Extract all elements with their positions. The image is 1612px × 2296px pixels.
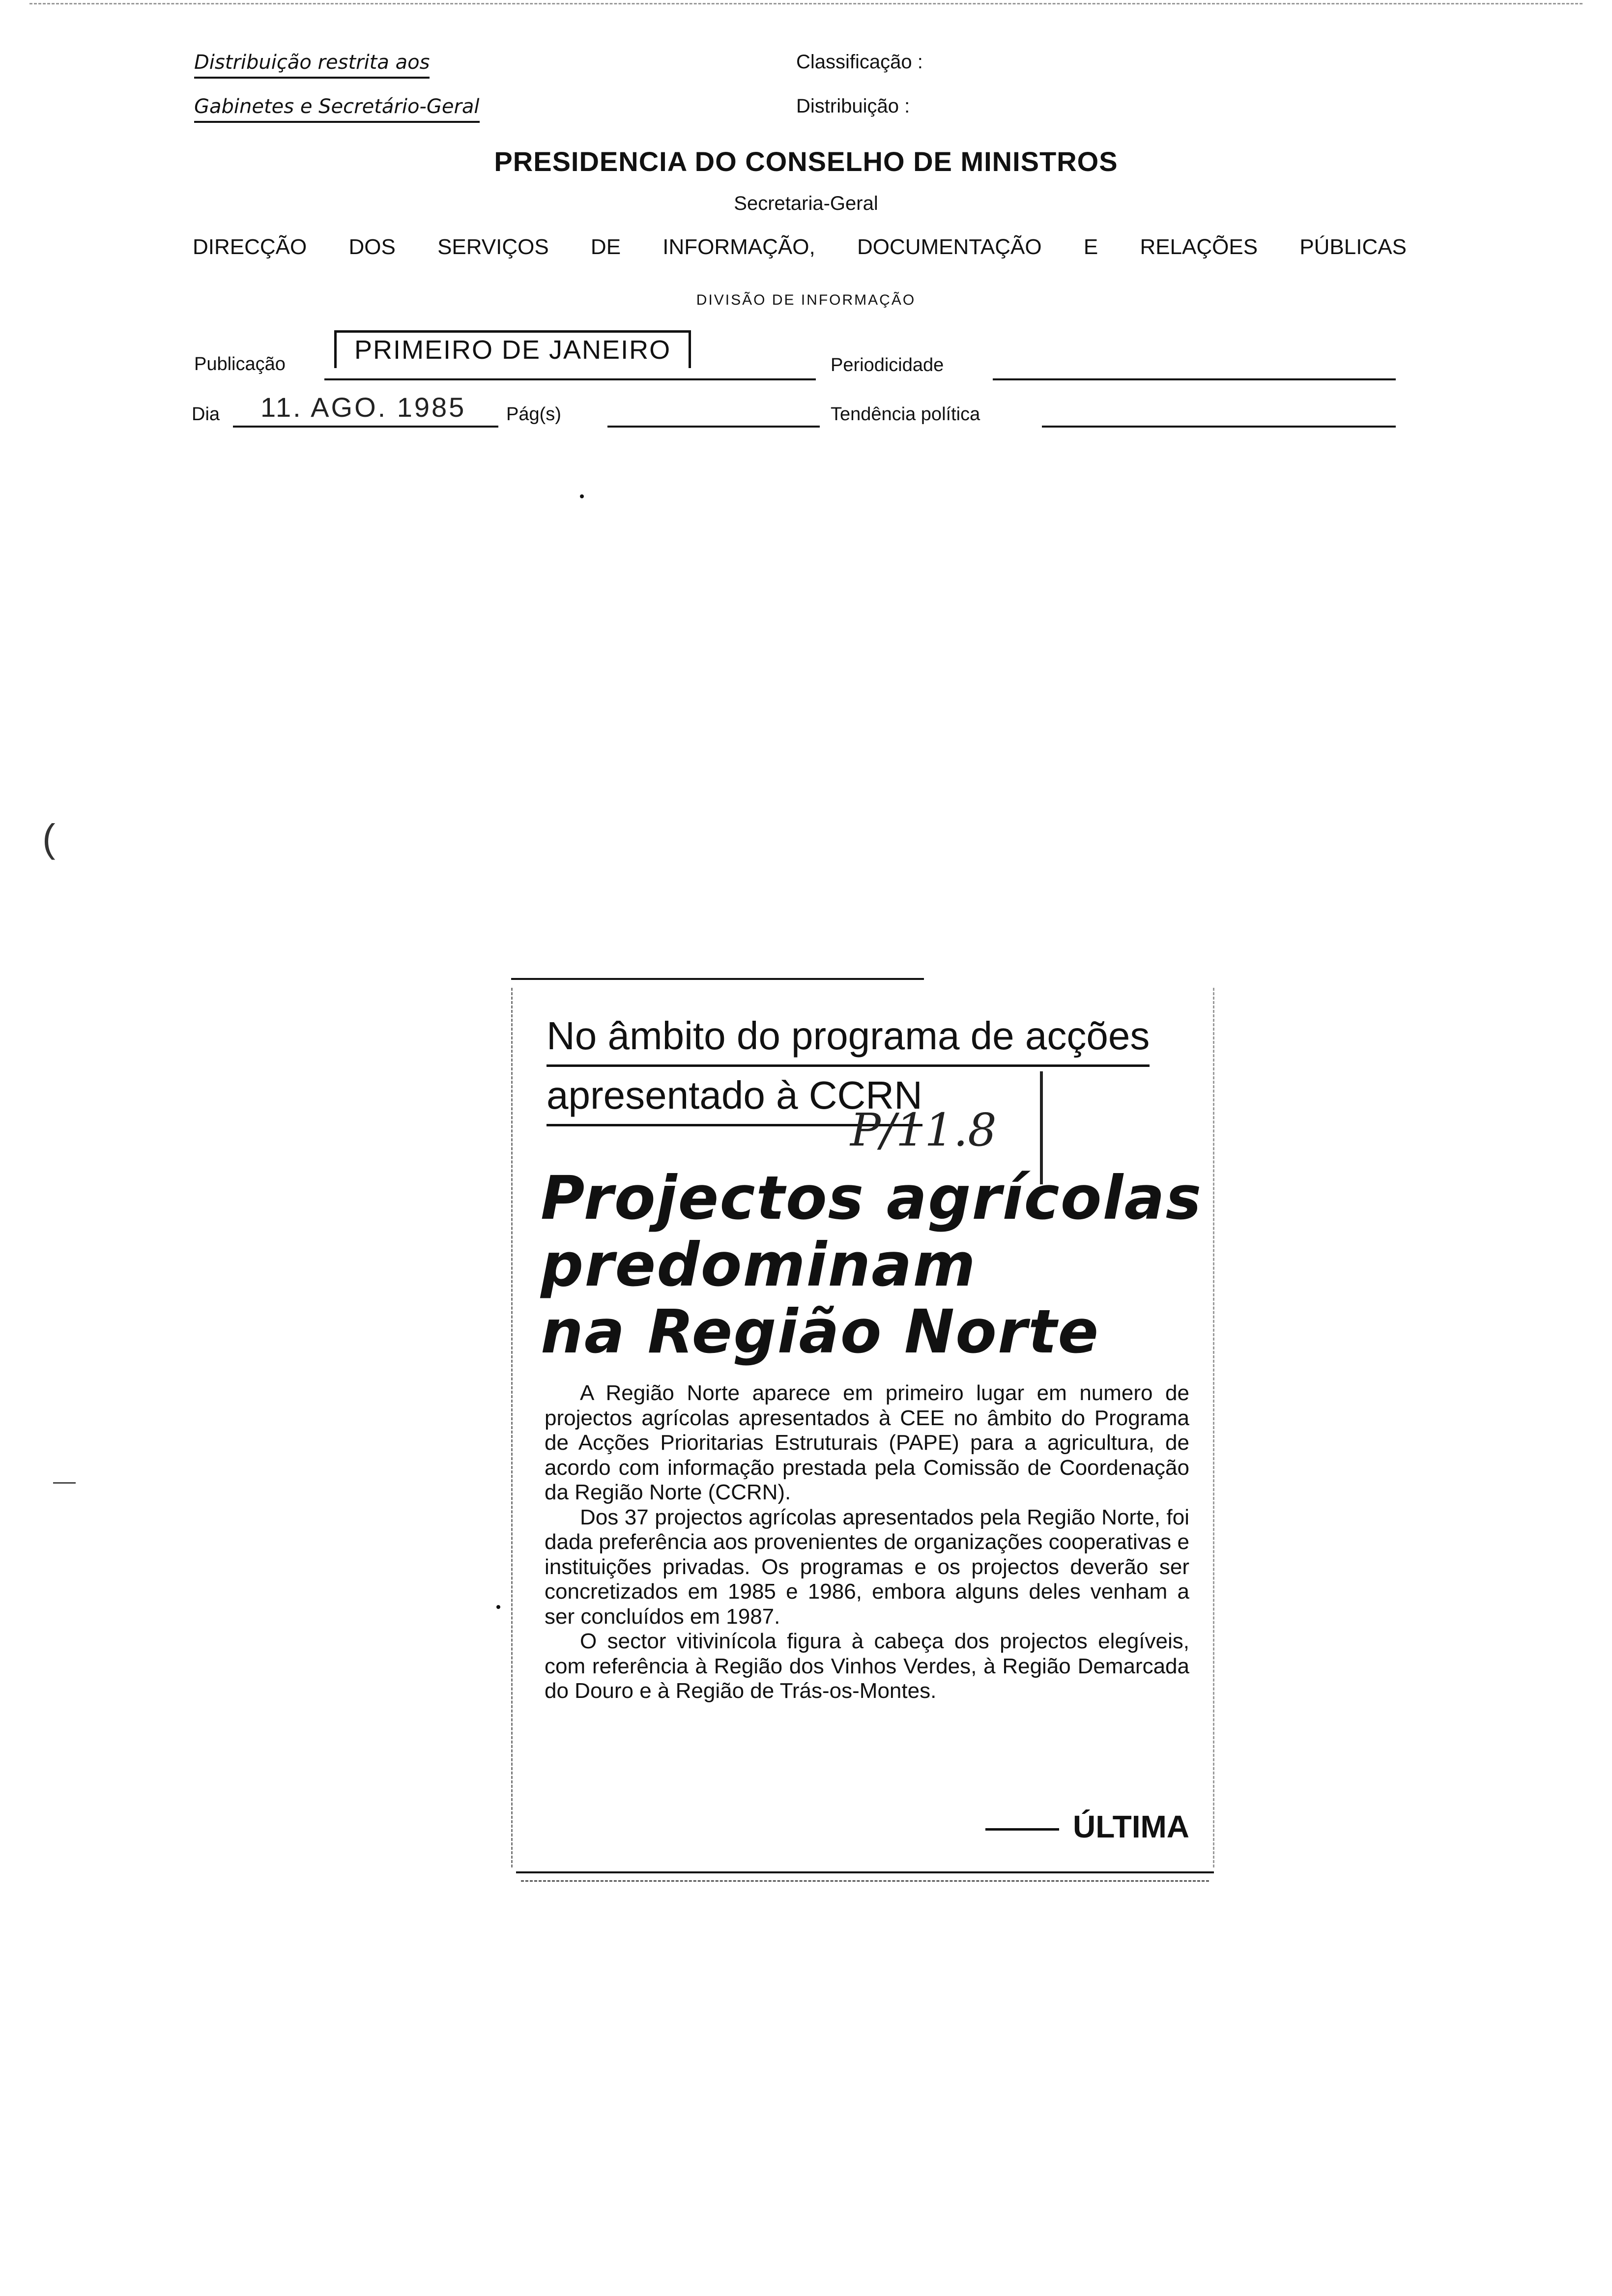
restriction-text-2: Gabinetes e Secretário-Geral	[194, 95, 480, 123]
clipping-bottom-rule	[516, 1871, 1214, 1873]
clipping-signature	[973, 1808, 1189, 1845]
directorate-word: INFORMAÇÃO,	[662, 235, 815, 259]
scan-mark: (	[42, 816, 56, 860]
clipping-left-edge	[511, 988, 513, 1867]
paragraph: A Região Norte aparece em primeiro lugar em numero de projectos agrícolas apresentados à CEE no âmbito do Programa de Acções Prioritarias Estruturais (PAPE) para a agricultura, de acordo com informação prestada pela Comissão de Coordenação da Região Norte (CCRN).	[545, 1381, 1189, 1504]
clipping-body	[545, 1381, 1189, 1704]
dia-stamp: 11. AGO. 1985	[260, 392, 466, 423]
org-subtitle: Secretaria-Geral	[734, 193, 878, 214]
clipping-headline	[541, 1165, 1209, 1365]
directorate-word: RELAÇÕES	[1140, 235, 1258, 259]
signature-text: ÚLTIMA	[1073, 1809, 1189, 1844]
clipping-bottom-edge	[521, 1880, 1209, 1882]
pags-line	[607, 426, 820, 428]
paragraph: Dos 37 projectos agrícolas apresentados pela Região Norte, foi dada preferência aos provenientes de organizações cooperativas e instituições privadas. Os programas e os projectos deverão ser concretizados em 1985 e 1986, embora alguns deles venham a ser concluídos em 1987.	[545, 1505, 1189, 1629]
directorate-word: DOCUMENTAÇÃO	[857, 235, 1042, 259]
kicker-line-1: No âmbito do programa de acções	[547, 1007, 1150, 1067]
publicacao-stamp: PRIMEIRO DE JANEIRO	[334, 330, 691, 368]
clipping-right-edge	[1213, 988, 1214, 1867]
publicacao-line	[324, 378, 816, 380]
restriction-line-2	[194, 95, 480, 123]
dia-line	[233, 426, 498, 428]
top-scan-edge	[29, 3, 1583, 4]
directorate-word: SERVIÇOS	[437, 235, 549, 259]
pags-label: Pág(s)	[506, 404, 561, 425]
signature-dash	[985, 1828, 1059, 1831]
tendencia-line	[1042, 426, 1396, 428]
stray-dot	[580, 494, 584, 498]
periodicidade-label: Periodicidade	[831, 355, 944, 375]
headline-line-2: predominam	[541, 1230, 977, 1300]
tendencia-label: Tendência política	[831, 404, 980, 425]
directorate-word: PÚBLICAS	[1299, 235, 1407, 259]
directorate-word: DOS	[348, 235, 396, 259]
clipping-top-rule	[511, 978, 924, 980]
periodicidade-line	[993, 378, 1396, 380]
division-title: DIVISÃO DE INFORMAÇÃO	[696, 292, 916, 308]
distribuicao-label: Distribuição :	[796, 95, 910, 117]
restriction-line-1	[194, 51, 430, 79]
headline-line-1: Projectos agrícolas	[541, 1163, 1203, 1233]
scan-mark	[53, 1482, 76, 1484]
org-title: PRESIDENCIA DO CONSELHO DE MINISTROS	[494, 146, 1118, 177]
kicker-line-2: apresentado à CCRN	[547, 1067, 922, 1126]
headline-line-3: na Região Norte	[541, 1297, 1100, 1367]
directorate-word: DE	[590, 235, 621, 259]
directorate-word: E	[1083, 235, 1098, 259]
publicacao-label: Publicação	[194, 354, 286, 374]
handwritten-annotation: P/11.8	[850, 1104, 997, 1156]
paragraph: O sector vitivinícola figura à cabeça dos projectos elegíveis, com referência à Região dos Vinhos Verdes, à Região Demarcada do Douro e à Região de Trás-os-Montes.	[545, 1629, 1189, 1703]
dia-label: Dia	[192, 404, 220, 425]
directorate-word: DIRECÇÃO	[193, 235, 307, 259]
directorate-line	[193, 235, 1407, 259]
restriction-text-1: Distribuição restrita aos	[194, 51, 430, 79]
stray-dot	[496, 1605, 500, 1609]
classificacao-label: Classificação :	[796, 51, 923, 73]
